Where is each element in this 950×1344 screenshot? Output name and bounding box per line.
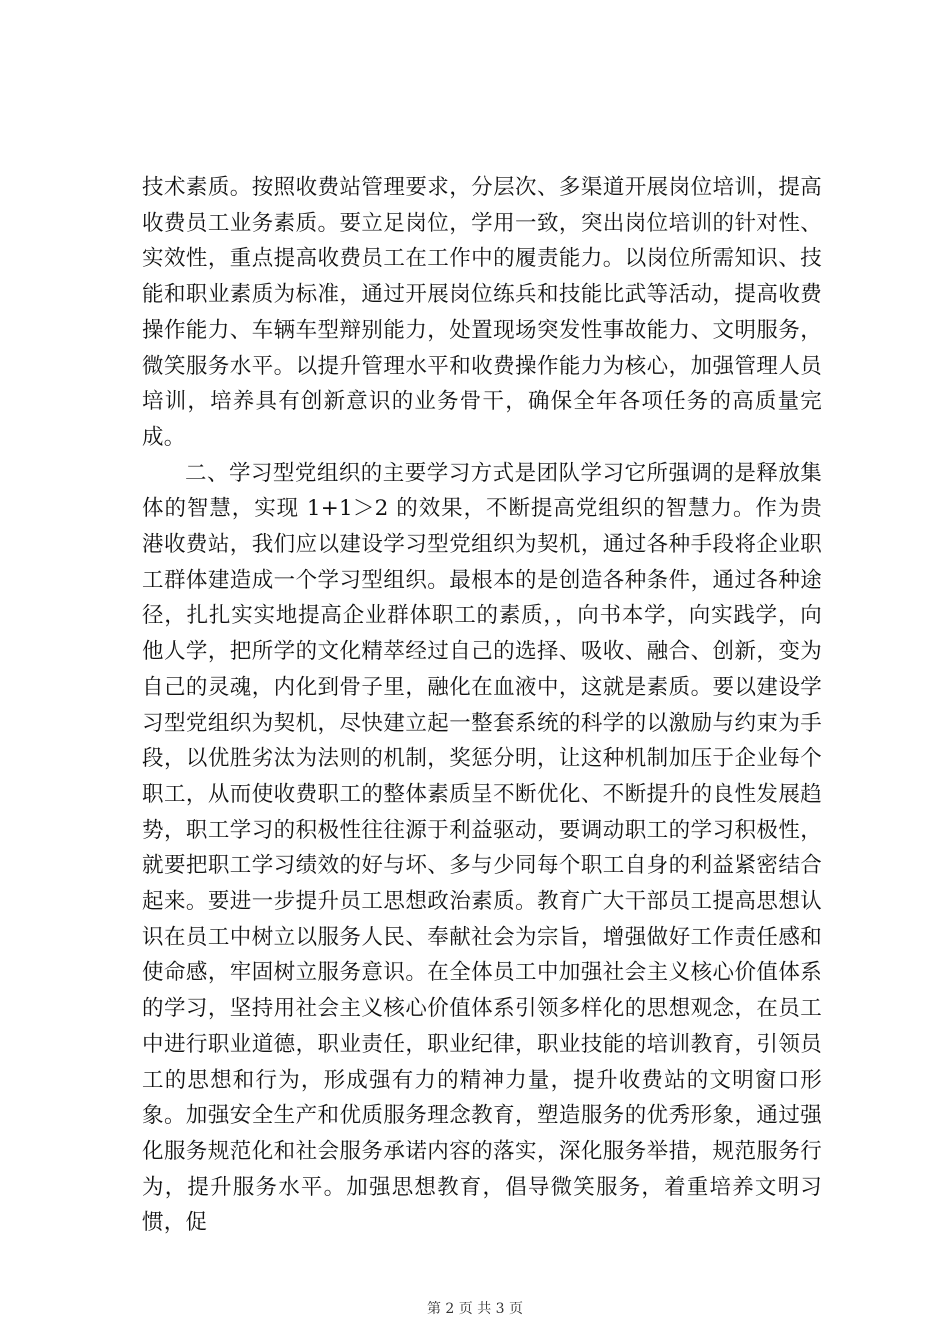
paragraph-section-two: 二、学习型党组织的主要学习方式是团队学习它所强调的是释放集体的智慧，实现 1+1＞2 的效果，不断提高党组织的智慧力。作为贵港收费站，我们应以建设学习型党组织为契机，通过各种手段将企业职工群体建造成一个学习型组织。最根本的是创造各种条件，通过各种途径，扎扎实实地提高企业群体职工的素质，，向书本学，向实践学，向他人学，把所学的文化精萃经过自己的选择、吸收、融合、创新，变为自己的灵魂，内化到骨子里，融化在血液中，这就是素质。要以建设学习型党组织为契机，尽快建立起一整套系统的科学的以激励与约束为手段，以优胜劣汰为法则的机制，奖惩分明，让这种机制加压于企业每个职工，从而使收费职工的整体素质呈不断优化、不断提升的良性发展趋势，职工学习的积极性往往源于利益驱动，要调动职工的学习积极性，就要把职工学习绩效的好与坏、多与少同每个职工自身的利益紧密结合起来。要进一步提升员工思想政治素质。教育广大干部员工提高思想认识在员工中树立以服务人民、奉献社会为宗旨，增强做好工作责任感和使命感，牢固树立服务意识。在全体员工中加强社会主义核心价值体系的学习，坚持用社会主义核心价值体系引领多样化的思想观念，在员工中进行职业道德，职业责任，职业纪律，职业技能的培训教育，引领员工的思想和行为，形成强有力的精神力量，提升收费站的文明窗口形象。加强安全生产和优质服务理念教育，塑造服务的优秀形象，通过强化服务规范化和社会服务承诺内容的落实，深化服务举措，规范服务行为，提升服务水平。加强思想教育，倡导微笑服务，着重培养文明习惯，促: [142, 460, 822, 1236]
paragraph-continuation: 技术素质。按照收费站管理要求，分层次、多渠道开展岗位培训，提高收费员工业务素质。要立足岗位，学用一致，突出岗位培训的针对性、实效性，重点提高收费员工在工作中的履责能力。以岗位所需知识、技能和职业素质为标准，通过开展岗位练兵和技能比武等活动，提高收费操作能力、车辆车型辩别能力，处置现场突发性事故能力、文明服务，微笑服务水平。以提升管理水平和收费操作能力为核心，加强管理人员培训，培养具有创新意识的业务骨干，确保全年各项任务的高质量完成。: [142, 175, 822, 450]
document-body: [142, 170, 822, 1241]
page-number-footer: 第 2 页 共 3 页: [426, 1301, 524, 1317]
